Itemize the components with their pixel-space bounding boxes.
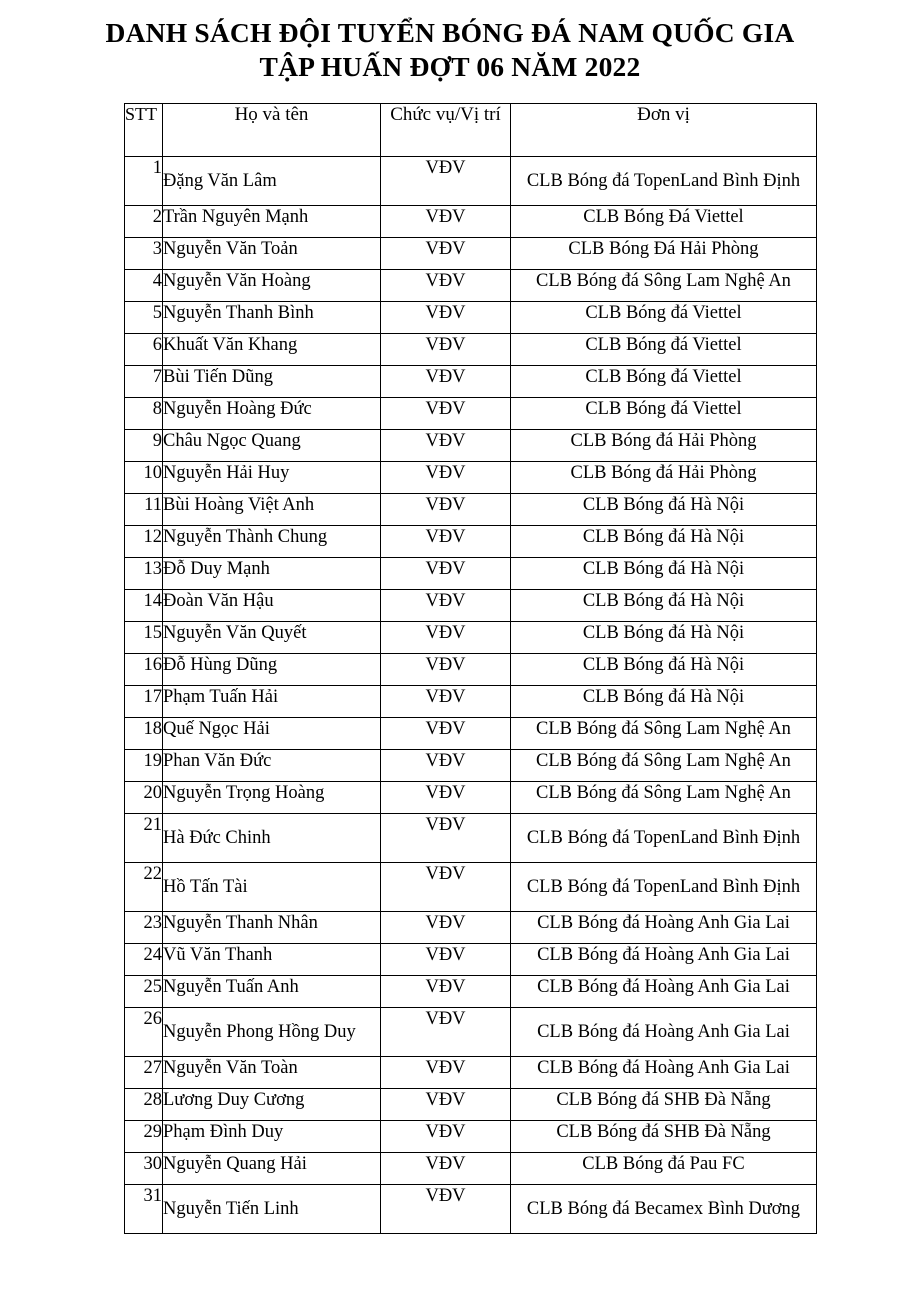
cell-stt: 6 <box>125 334 163 366</box>
cell-unit: CLB Bóng đá SHB Đà Nẵng <box>511 1089 817 1121</box>
cell-role: VĐV <box>381 654 511 686</box>
cell-name: Nguyễn Văn Toàn <box>163 1057 381 1089</box>
cell-role: VĐV <box>381 976 511 1008</box>
cell-unit: CLB Bóng đá Hoàng Anh Gia Lai <box>511 976 817 1008</box>
cell-stt: 16 <box>125 654 163 686</box>
cell-stt: 31 <box>125 1185 163 1234</box>
cell-name: Khuất Văn Khang <box>163 334 381 366</box>
cell-stt: 3 <box>125 238 163 270</box>
table-row <box>125 302 817 334</box>
cell-unit: CLB Bóng đá Viettel <box>511 302 817 334</box>
cell-stt: 14 <box>125 590 163 622</box>
table-header-row <box>125 104 817 157</box>
cell-name: Bùi Tiến Dũng <box>163 366 381 398</box>
cell-stt: 29 <box>125 1121 163 1153</box>
cell-stt: 13 <box>125 558 163 590</box>
cell-name: Đoàn Văn Hậu <box>163 590 381 622</box>
table-row <box>125 782 817 814</box>
cell-unit: CLB Bóng đá Sông Lam Nghệ An <box>511 718 817 750</box>
table-row <box>125 976 817 1008</box>
cell-role: VĐV <box>381 863 511 912</box>
cell-name: Phạm Đình Duy <box>163 1121 381 1153</box>
table-row <box>125 334 817 366</box>
cell-role: VĐV <box>381 462 511 494</box>
cell-unit: CLB Bóng Đá Hải Phòng <box>511 238 817 270</box>
cell-name: Đỗ Duy Mạnh <box>163 558 381 590</box>
cell-role: VĐV <box>381 206 511 238</box>
table-row <box>125 718 817 750</box>
cell-role: VĐV <box>381 334 511 366</box>
cell-role: VĐV <box>381 366 511 398</box>
table-row <box>125 590 817 622</box>
cell-stt: 2 <box>125 206 163 238</box>
cell-unit: CLB Bóng đá Sông Lam Nghệ An <box>511 270 817 302</box>
cell-role: VĐV <box>381 750 511 782</box>
cell-role: VĐV <box>381 398 511 430</box>
cell-name: Quế Ngọc Hải <box>163 718 381 750</box>
table-row <box>125 1121 817 1153</box>
cell-unit: CLB Bóng đá TopenLand Bình Định <box>511 814 817 863</box>
cell-unit: CLB Bóng đá Viettel <box>511 334 817 366</box>
cell-name: Phạm Tuấn Hải <box>163 686 381 718</box>
cell-name: Nguyễn Phong Hồng Duy <box>163 1008 381 1057</box>
cell-name: Hà Đức Chinh <box>163 814 381 863</box>
cell-role: VĐV <box>381 430 511 462</box>
cell-name: Trần Nguyên Mạnh <box>163 206 381 238</box>
cell-unit: CLB Bóng đá Becamex Bình Dương <box>511 1185 817 1234</box>
cell-role: VĐV <box>381 686 511 718</box>
cell-stt: 12 <box>125 526 163 558</box>
cell-role: VĐV <box>381 718 511 750</box>
cell-stt: 20 <box>125 782 163 814</box>
cell-unit: CLB Bóng đá TopenLand Bình Định <box>511 863 817 912</box>
cell-role: VĐV <box>381 1153 511 1185</box>
cell-unit: CLB Bóng đá TopenLand Bình Định <box>511 157 817 206</box>
table-row <box>125 270 817 302</box>
cell-unit: CLB Bóng Đá Viettel <box>511 206 817 238</box>
page-title <box>40 0 860 83</box>
cell-role: VĐV <box>381 526 511 558</box>
table-row <box>125 1153 817 1185</box>
table-row <box>125 238 817 270</box>
cell-name: Nguyễn Văn Hoàng <box>163 270 381 302</box>
cell-role: VĐV <box>381 814 511 863</box>
column-header-name: Họ và tên <box>163 104 381 157</box>
cell-unit: CLB Bóng đá Hải Phòng <box>511 430 817 462</box>
cell-name: Nguyễn Hoàng Đức <box>163 398 381 430</box>
cell-stt: 24 <box>125 944 163 976</box>
cell-role: VĐV <box>381 558 511 590</box>
table-row <box>125 686 817 718</box>
table-row <box>125 622 817 654</box>
cell-name: Đỗ Hùng Dũng <box>163 654 381 686</box>
cell-stt: 15 <box>125 622 163 654</box>
cell-unit: CLB Bóng đá Sông Lam Nghệ An <box>511 782 817 814</box>
cell-role: VĐV <box>381 302 511 334</box>
cell-role: VĐV <box>381 1057 511 1089</box>
table-row <box>125 430 817 462</box>
cell-stt: 11 <box>125 494 163 526</box>
cell-role: VĐV <box>381 944 511 976</box>
cell-name: Nguyễn Tiến Linh <box>163 1185 381 1234</box>
table-row <box>125 1057 817 1089</box>
cell-stt: 1 <box>125 157 163 206</box>
cell-unit: CLB Bóng đá Viettel <box>511 398 817 430</box>
cell-name: Lương Duy Cương <box>163 1089 381 1121</box>
cell-stt: 23 <box>125 912 163 944</box>
cell-name: Hồ Tấn Tài <box>163 863 381 912</box>
cell-name: Nguyễn Quang Hải <box>163 1153 381 1185</box>
cell-stt: 28 <box>125 1089 163 1121</box>
cell-name: Nguyễn Thanh Bình <box>163 302 381 334</box>
cell-stt: 4 <box>125 270 163 302</box>
cell-stt: 21 <box>125 814 163 863</box>
cell-stt: 7 <box>125 366 163 398</box>
cell-stt: 27 <box>125 1057 163 1089</box>
table-row <box>125 654 817 686</box>
cell-unit: CLB Bóng đá Pau FC <box>511 1153 817 1185</box>
table-row <box>125 558 817 590</box>
cell-name: Phan Văn Đức <box>163 750 381 782</box>
page-title-line-2: TẬP HUẤN ĐỢT 06 NĂM 2022 <box>259 50 641 82</box>
cell-name: Vũ Văn Thanh <box>163 944 381 976</box>
column-header-role: Chức vụ/Vị trí <box>381 104 511 157</box>
table-row <box>125 944 817 976</box>
cell-unit: CLB Bóng đá Sông Lam Nghệ An <box>511 750 817 782</box>
cell-role: VĐV <box>381 1089 511 1121</box>
cell-stt: 22 <box>125 863 163 912</box>
cell-name: Nguyễn Hải Huy <box>163 462 381 494</box>
table-row <box>125 750 817 782</box>
cell-stt: 26 <box>125 1008 163 1057</box>
table-row <box>125 398 817 430</box>
cell-stt: 17 <box>125 686 163 718</box>
cell-unit: CLB Bóng đá Hà Nội <box>511 654 817 686</box>
cell-role: VĐV <box>381 1121 511 1153</box>
table-row <box>125 526 817 558</box>
cell-role: VĐV <box>381 622 511 654</box>
cell-unit: CLB Bóng đá Hà Nội <box>511 686 817 718</box>
cell-stt: 10 <box>125 462 163 494</box>
cell-unit: CLB Bóng đá Hà Nội <box>511 622 817 654</box>
cell-unit: CLB Bóng đá SHB Đà Nẵng <box>511 1121 817 1153</box>
table-body <box>125 157 817 1234</box>
cell-name: Nguyễn Thành Chung <box>163 526 381 558</box>
cell-unit: CLB Bóng đá Hà Nội <box>511 494 817 526</box>
cell-role: VĐV <box>381 590 511 622</box>
cell-stt: 25 <box>125 976 163 1008</box>
cell-role: VĐV <box>381 782 511 814</box>
page-title-line-1: DANH SÁCH ĐỘI TUYỂN BÓNG ĐÁ NAM QUỐC GIA <box>105 17 795 48</box>
cell-role: VĐV <box>381 494 511 526</box>
cell-role: VĐV <box>381 157 511 206</box>
cell-unit: CLB Bóng đá Hà Nội <box>511 526 817 558</box>
cell-role: VĐV <box>381 1008 511 1057</box>
cell-name: Bùi Hoàng Việt Anh <box>163 494 381 526</box>
cell-name: Nguyễn Văn Toản <box>163 238 381 270</box>
cell-unit: CLB Bóng đá Hoàng Anh Gia Lai <box>511 1008 817 1057</box>
cell-unit: CLB Bóng đá Hoàng Anh Gia Lai <box>511 1057 817 1089</box>
table-row <box>125 1185 817 1234</box>
cell-stt: 19 <box>125 750 163 782</box>
cell-role: VĐV <box>381 270 511 302</box>
cell-stt: 5 <box>125 302 163 334</box>
cell-role: VĐV <box>381 912 511 944</box>
cell-unit: CLB Bóng đá Hà Nội <box>511 558 817 590</box>
cell-name: Nguyễn Văn Quyết <box>163 622 381 654</box>
cell-stt: 9 <box>125 430 163 462</box>
column-header-unit: Đơn vị <box>511 104 817 157</box>
table-row <box>125 912 817 944</box>
cell-name: Nguyễn Thanh Nhân <box>163 912 381 944</box>
cell-stt: 8 <box>125 398 163 430</box>
cell-unit: CLB Bóng đá Hà Nội <box>511 590 817 622</box>
table-row <box>125 1008 817 1057</box>
roster-table-container <box>124 103 816 1234</box>
cell-name: Nguyễn Trọng Hoàng <box>163 782 381 814</box>
cell-unit: CLB Bóng đá Hoàng Anh Gia Lai <box>511 944 817 976</box>
cell-unit: CLB Bóng đá Hải Phòng <box>511 462 817 494</box>
table-row <box>125 814 817 863</box>
cell-stt: 30 <box>125 1153 163 1185</box>
table-row <box>125 366 817 398</box>
column-header-stt: STT <box>125 104 163 157</box>
cell-name: Đặng Văn Lâm <box>163 157 381 206</box>
table-row <box>125 863 817 912</box>
table-row <box>125 1089 817 1121</box>
cell-name: Nguyễn Tuấn Anh <box>163 976 381 1008</box>
cell-role: VĐV <box>381 1185 511 1234</box>
table-row <box>125 206 817 238</box>
table-row <box>125 157 817 206</box>
cell-stt: 18 <box>125 718 163 750</box>
cell-unit: CLB Bóng đá Viettel <box>511 366 817 398</box>
cell-name: Châu Ngọc Quang <box>163 430 381 462</box>
table-row <box>125 462 817 494</box>
roster-table <box>124 103 817 1234</box>
cell-unit: CLB Bóng đá Hoàng Anh Gia Lai <box>511 912 817 944</box>
table-row <box>125 494 817 526</box>
cell-role: VĐV <box>381 238 511 270</box>
table-header <box>125 104 817 157</box>
